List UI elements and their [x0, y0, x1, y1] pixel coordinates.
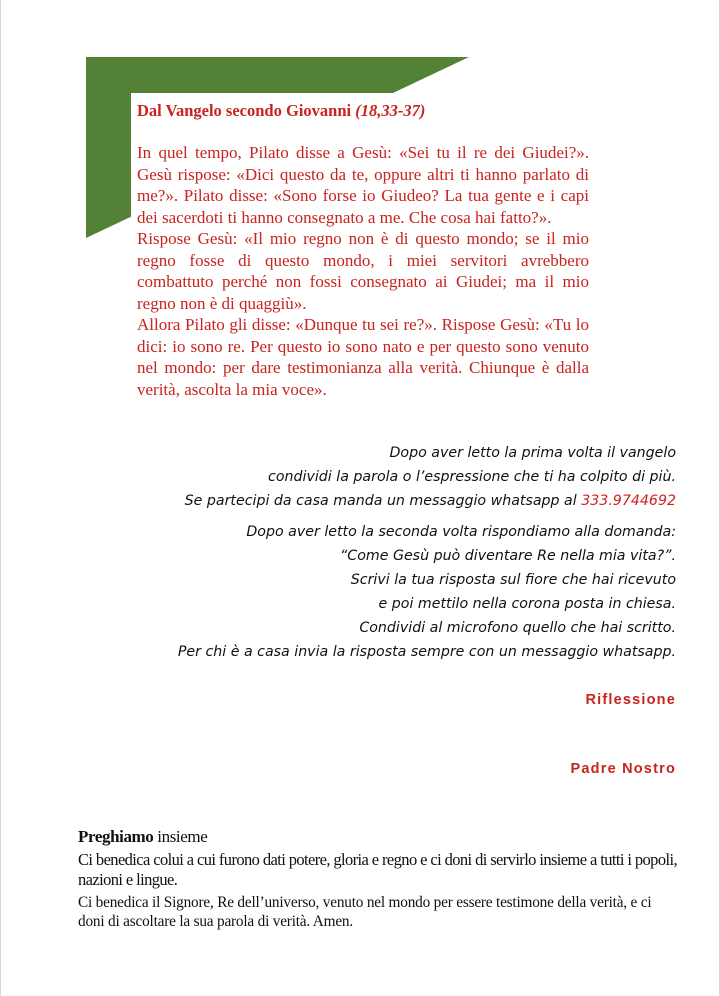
section-title-riflessione: Riflessione: [585, 692, 676, 708]
instruction-line: Per chi è a casa invia la risposta sempre con un messaggio whatsapp.: [177, 644, 676, 660]
prayer-title: [78, 826, 678, 848]
page-border-left: [0, 0, 1, 996]
closing-prayer: [78, 826, 678, 931]
gospel-reference: (18,33-37): [355, 101, 426, 120]
prayer-line: Ci benedica il Signore, Re dell’universo, venuto nel mondo per essere testimone della verità, e ci doni di ascoltare la sua parola di verità. Amen.: [78, 894, 652, 930]
prayer-title-bold: Preghiamo: [78, 827, 154, 846]
instruction-line: e poi mettilo nella corona posta in chiesa.: [378, 596, 676, 612]
gospel-heading: [137, 101, 597, 121]
instructions-first-reading: [185, 441, 676, 513]
instruction-line: Condividi al microfono quello che hai scritto.: [359, 620, 676, 636]
instruction-line: Scrivi la tua risposta sul fiore che hai ricevuto: [350, 572, 676, 588]
instruction-line: “Come Gesù può diventare Re nella mia vita?”.: [339, 548, 676, 564]
whatsapp-phone-number: 333.9744692: [581, 493, 676, 509]
instruction-line: Dopo aver letto la prima volta il vangelo: [389, 445, 676, 461]
instructions-second-reading: [178, 520, 676, 664]
instruction-line: condividi la parola o l’espressione che ti ha colpito di più.: [268, 469, 676, 485]
gospel-paragraph: Allora Pilato gli disse: «Dunque tu sei re?». Rispose Gesù: «Tu lo dici: io sono re. Per questo io sono nato e per questo sono venuto nel mondo: per dare testimonianza alla verità. Chiunque è dalla verità, ascolta la mia voce».: [137, 315, 589, 399]
gospel-heading-title: Dal Vangelo secondo Giovanni: [137, 101, 352, 120]
instruction-line: Dopo aver letto la seconda volta rispondiamo alla domanda:: [246, 524, 676, 540]
gospel-paragraph: In quel tempo, Pilato disse a Gesù: «Sei tu il re dei Giudei?». Gesù rispose: «Dici questo da te, oppure altri ti hanno parlato di me?». Pilato disse: «Sono forse io Giudeo? La tua gente e i capi dei sacerdoti ti hanno consegnato a me. Che cosa hai fatto?».: [137, 143, 589, 227]
gospel-paragraph: Rispose Gesù: «Il mio regno non è di questo mondo; se il mio regno fosse di questo mondo, i miei servitori avrebbero combattuto perché non fossi consegnato ai Giudei; ma il mio regno non è di quaggiù».: [137, 229, 589, 313]
prayer-title-rest: insieme: [153, 827, 208, 846]
instruction-text: Se partecipi da casa manda un messaggio whatsapp al: [184, 493, 577, 509]
gospel-text: [137, 142, 589, 400]
section-title-padre-nostro: Padre Nostro: [570, 761, 676, 777]
instruction-line-phone: [185, 489, 676, 513]
prayer-line: Ci benedica colui a cui furono dati potere, gloria e regno e ci doni di servirlo insieme a tutti i popoli, nazioni e lingue.: [78, 850, 677, 889]
